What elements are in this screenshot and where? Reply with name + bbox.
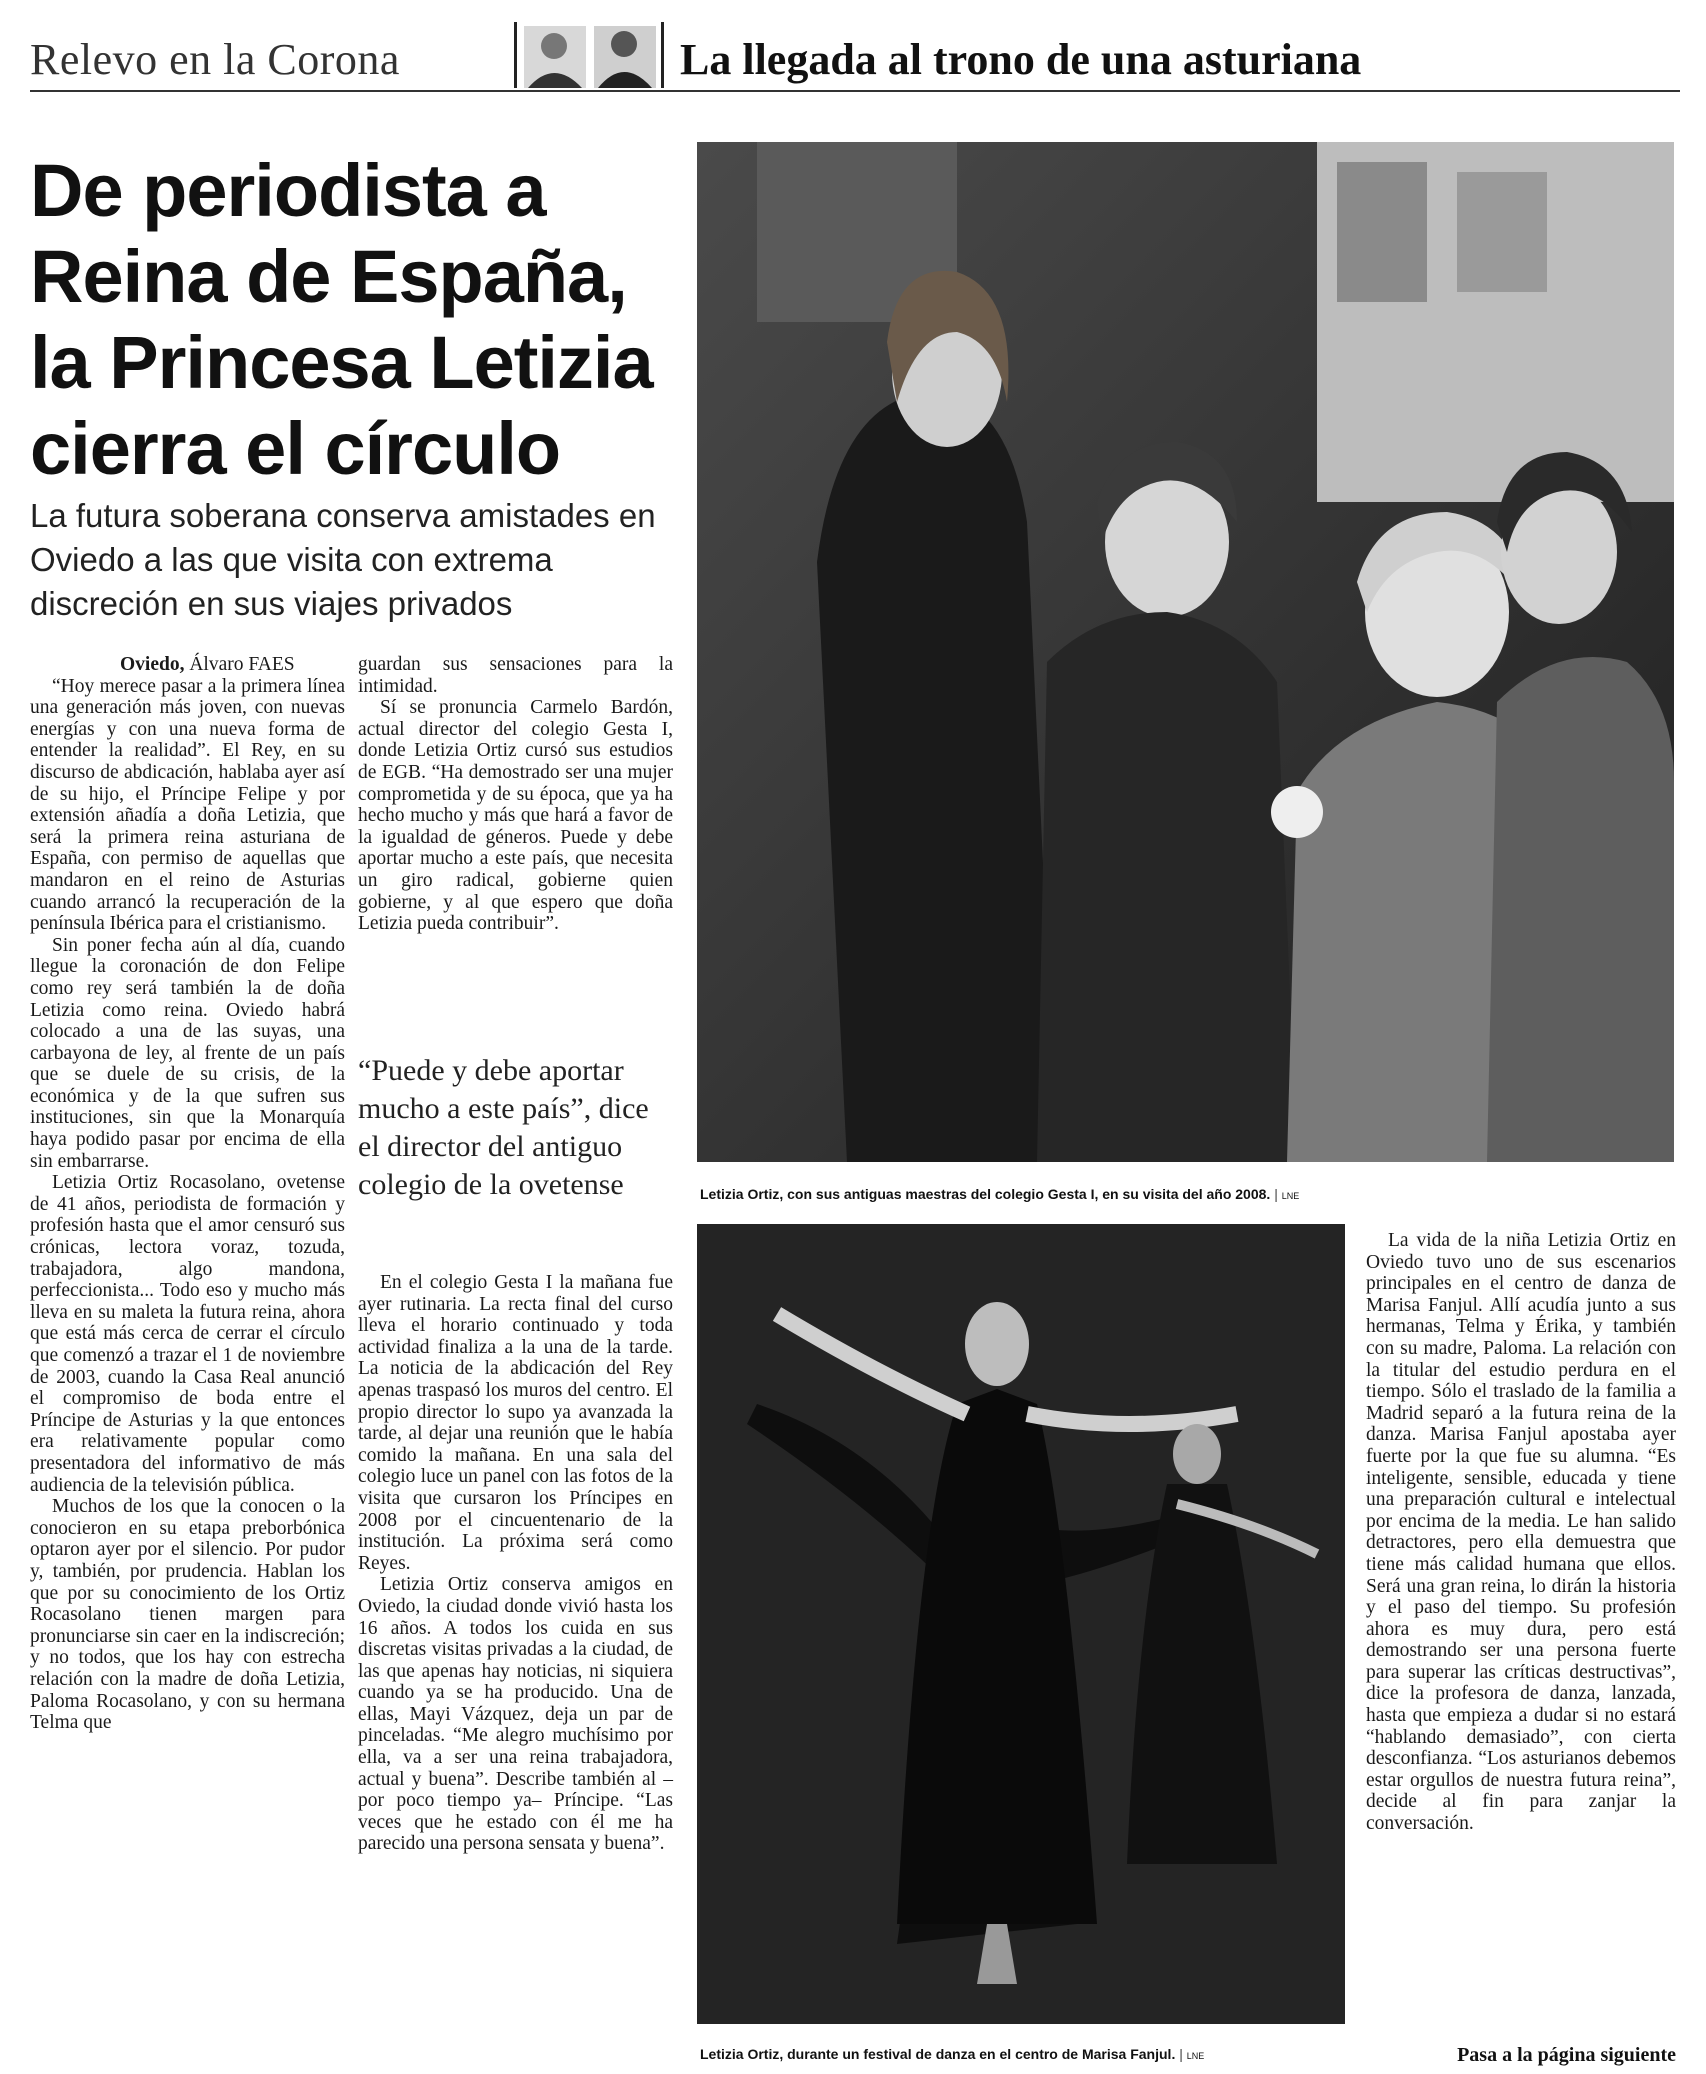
headline: De periodista a Reina de España, la Princesa Letizia cierra el círculo xyxy=(30,149,653,490)
section-topic: La llegada al trono de una asturiana xyxy=(680,35,1362,84)
paragraph: Sin poner fecha aún al día, cuando llegue la coronación de don Felipe como rey será también la de doña Letizia como reina. Oviedo habrá colocado a una de las suyas, una carbayona de ley, al frente de un país que se duele de su crisis, de la económica y de la que sufren sus instituciones, sin que la Monarquía haya podido pasar por encima de ella sin embarrarse. xyxy=(30,934,345,1172)
paragraph: Muchos de los que la conocen o la conocieron en su etapa preborbónica optaron ayer por el silencio. Por pudor y, también, por prudencia. Hablan los que por su conocimiento de los Ortiz Rocasolano tienen margen para pronunciarse sin caer en la indiscreción; y no todos, que los hay con estrecha relación con la madre de doña Letizia, Paloma Rocasolano, y con su hermana Telma que xyxy=(30,1496,345,1734)
paragraph: “Hoy merece pasar a la primera línea una generación más joven, con nuevas energías y con una nueva forma de entender la realidad”. El Rey, en su discurso de abdicación, hablaba ayer así de su hijo, el Príncipe Felipe y por extensión añadía a doña Letizia, que será la primera reina asturiana de España, con permiso de aquellas que mandaron en el reino de Asturias cuando arrancó la recuperación de la península Ibérica para el cristianismo. xyxy=(30,675,345,935)
continued-note: Pasa a la página siguiente xyxy=(1457,2044,1676,2066)
photo-top-caption: Letizia Ortiz, con sus antiguas maestras del colegio Gesta I, en su visita del año 2008. | LNE xyxy=(700,1186,1300,1202)
photo-top-credit: LNE xyxy=(1281,1191,1300,1201)
article-column-2-top xyxy=(358,654,673,1044)
article-column-1 xyxy=(30,654,345,2064)
photo-bottom-caption-text: Letizia Ortiz, durante un festival de danza en el centro de Marisa Fanjul. xyxy=(700,2046,1176,2062)
photo-top-caption-text: Letizia Ortiz, con sus antiguas maestras del colegio Gesta I, en su visita del año 2008. xyxy=(700,1186,1271,1202)
pull-quote: “Puede y debe aportar mucho a este país”, dice el director del antiguo colegio de la ovetense xyxy=(358,1054,649,1201)
section-kicker: Relevo en la Corona xyxy=(30,35,400,84)
paragraph: La vida de la niña Letizia Ortiz en Oviedo tuvo uno de sus escenarios principales en el centro de danza de Marisa Fanjul. Allí acudía junto a sus hermanas, Telma y Érika, y también con su madre, Paloma. La relación con la titular del estudio perdura en el tiempo. Sólo el traslado de la familia a Madrid separó a la futura reina de la danza. Marisa Fanjul apostaba ayer fuerte por la que fue su alumna. “Es inteligente, sensible, educada y tiene una preparación cultural e intelectual por encima de la media. Le han salido detractores, pero ella demuestra que tiene más calidad humana que ellos. Será una gran reina, lo dirán la historia y el paso del tiempo. Su profesión ahora es muy dura, pero está demostrando ser una persona fuerte para superar las críticas destructivas”, dice la profesora de danza, lanzada, hasta que empieza a dudar si no estará “hablando demasiado”, con cierta desconfianza. “Los asturianos debemos estar orgullos de nuestra futura reina”, decide al fin para zanjar la conversación. xyxy=(1366,1230,1676,1835)
photo-bottom-credit: LNE xyxy=(1186,2051,1205,2061)
paragraph: Sí se pronuncia Carmelo Bardón, actual director del colegio Gesta I, donde Letizia Ortiz cursó sus estudios de EGB. “Ha demostrado ser una mujer comprometida y de su época, que ya ha hecho mucho y más que hará a favor de la igualdad de géneros. Puede y debe aportar mucho a este país, que necesita un giro radical, gobierne quien gobierne, y al que espero que doña Letizia pueda contribuir”. xyxy=(358,697,673,935)
paragraph: Letizia Ortiz Rocasolano, ovetense de 41 años, periodista de formación y profesión hasta que el amor censuró sus crónicas, lectora voraz, tozuda, trabajadora, algo mandona, perfeccionista... Todo eso y mucho más lleva en su maleta la futura reina, ahora que está más cerca de cerrar el círculo que comenzó a trazar el 1 de noviembre de 2003, cuando la Casa Real anunció el compromiso de boda entre el Príncipe de Asturias y la que entonces era relativamente popular como presentadora del informativo de más audiencia de la televisión pública. xyxy=(30,1172,345,1496)
paragraph: Letizia Ortiz conserva amigos en Oviedo, la ciudad donde vivió hasta los 16 años. A todos los cuida en sus discretas visitas privadas a la ciudad, de las que apenas hay noticias, ni siquiera cuando ya se ha producido. Una de ellas, Mayi Vázquez, deja un par de pinceladas. “Me alegro muchísimo por ella, va a ser una reina trabajadora, actual y buena”. Describe también al –por poco tiempo ya– Príncipe. “Las veces que he estado con él me ha parecido una persona sensata y buena”. xyxy=(358,1574,673,1855)
photo-bottom-caption: Letizia Ortiz, durante un festival de danza en el centro de Marisa Fanjul. | LNE xyxy=(700,2046,1205,2062)
article-column-4 xyxy=(1366,1230,1676,2020)
byline-author: Álvaro FAES xyxy=(184,654,295,675)
header-rule xyxy=(30,90,1680,92)
byline-place: Oviedo, xyxy=(120,654,185,675)
photo-school-visit xyxy=(697,142,1674,1162)
header-portraits xyxy=(514,22,664,88)
paragraph: guardan sus sensaciones para la intimidad. xyxy=(358,654,673,697)
paragraph: En el colegio Gesta I la mañana fue ayer rutinaria. La recta final del curso lleva el horario continuado y toda actividad finaliza a la una de la tarde. La noticia de la abdicación del Rey apenas traspasó los muros del centro. El propio director lo supo ya avanzada la tarde, al dejar una reunión que le había comido la mañana. En una sala del colegio luce un panel con las fotos de la visita que cursaron los Príncipes en 2008 por el cincuentenario de la institución. La próxima será como Reyes. xyxy=(358,1272,673,1574)
article-column-2-bottom xyxy=(358,1272,673,2062)
photo-dance-festival xyxy=(697,1224,1345,2024)
subheadline: La futura soberana conserva amistades en Oviedo a las que visita con extrema discreción en sus viajes privados xyxy=(30,497,656,622)
byline xyxy=(30,654,345,676)
